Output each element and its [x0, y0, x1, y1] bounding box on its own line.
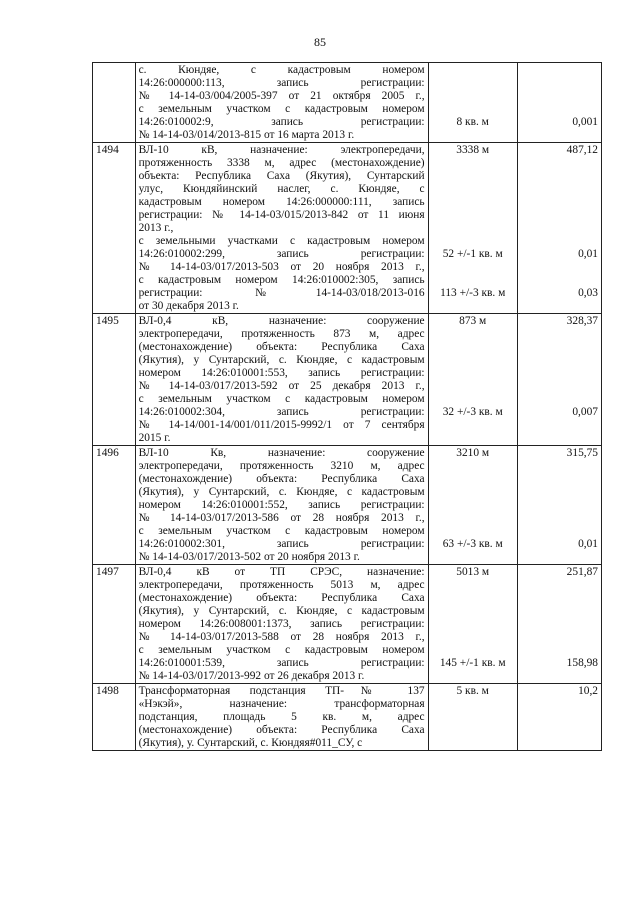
object-description — [135, 446, 428, 565]
description-line: № 14-14-03/017/2013-502 от 20 ноября 2013 г. — [138, 551, 360, 563]
description-line: электропередачи, протяженность 3210 м, адрес — [138, 460, 425, 472]
amount-value — [521, 711, 598, 724]
row-number: 1496 — [93, 446, 136, 565]
quantity-cell — [428, 446, 517, 565]
description-line: № 14-14-03/017/2013-992 от 26 декабря 2013 г. — [138, 670, 365, 682]
description-line: ВЛ-10 Кв, назначение: сооружение — [138, 447, 425, 459]
quantity-cell — [428, 314, 517, 446]
row-number — [93, 63, 136, 143]
amount-value — [521, 170, 598, 183]
amount-value — [521, 631, 598, 644]
quantity-value — [432, 605, 514, 618]
amount-value — [521, 644, 598, 657]
quantity-value — [432, 551, 514, 564]
table-row — [93, 143, 602, 314]
quantity-value — [432, 432, 514, 445]
description-line: 2013 г., — [138, 222, 174, 234]
row-number: 1498 — [93, 684, 136, 751]
description-line: (местонахождение) объекта: Республика Саха — [138, 724, 425, 736]
description-line: электропередачи, протяженность 5013 м, адрес — [138, 579, 425, 591]
description-line: № 14-14-03/017/2013-592 от 25 декабря 2013 г., — [138, 380, 425, 392]
amount-value — [521, 103, 598, 116]
quantity-value — [432, 460, 514, 473]
description-line: (Якутия), у Сунтарский, с. Кюндяе, с кадастровым — [138, 605, 425, 617]
quantity-value — [432, 419, 514, 432]
quantity-value — [432, 77, 514, 90]
amount-value — [521, 473, 598, 486]
amount-value — [521, 157, 598, 170]
description-line: 2015 г. — [138, 432, 171, 444]
quantity-value: 63 +/-3 кв. м — [442, 538, 503, 550]
quantity-value — [432, 737, 514, 750]
row-number: 1494 — [93, 143, 136, 314]
object-description — [135, 143, 428, 314]
amount-value — [521, 274, 598, 287]
amount-value — [521, 235, 598, 248]
amount-value — [521, 328, 598, 341]
description-line: ВЛ-10 кВ, назначение: электропередачи, — [138, 144, 425, 156]
quantity-value: 3338 м — [456, 144, 490, 156]
quantity-value — [432, 328, 514, 341]
quantity-value: 5013 м — [456, 566, 490, 578]
property-register-table — [92, 62, 602, 751]
description-line: «Нэкэй», назначение: трансформаторная — [138, 698, 425, 710]
amount-value — [521, 579, 598, 592]
row-number: 1497 — [93, 565, 136, 684]
description-line: с земельным участком с кадастровым номером — [138, 644, 425, 656]
description-line: с земельным участком с кадастровым номером — [138, 525, 425, 537]
amount-value — [521, 432, 598, 445]
amount-value: 0,03 — [578, 287, 598, 299]
table-row — [93, 314, 602, 446]
description-line: 14:26:010002:299, запись регистрации: — [138, 248, 425, 260]
quantity-value — [432, 274, 514, 287]
description-line: ВЛ-0,4 кВ от ТП СРЭС, назначение: — [138, 566, 425, 578]
quantity-value — [432, 341, 514, 354]
quantity-value — [432, 512, 514, 525]
amount-value: 487,12 — [566, 144, 598, 156]
amount-value: 0,01 — [578, 538, 598, 550]
quantity-value — [432, 724, 514, 737]
amount-value — [521, 499, 598, 512]
description-line: 14:26:000000:113, запись регистрации: — [138, 77, 425, 89]
description-line: № 14-14-03/004/2005-397 от 21 октября 2005 г., — [138, 90, 425, 102]
amount-value: 158,98 — [566, 657, 598, 669]
quantity-value: 145 +/-1 кв. м — [439, 657, 506, 669]
description-line: электропередачи, протяженность 873 м, адрес — [138, 328, 425, 340]
description-line: объекта: Республика Саха (Якутия), Сунтарский — [138, 170, 425, 182]
quantity-value: 32 +/-3 кв. м — [442, 406, 503, 418]
quantity-value — [432, 170, 514, 183]
quantity-value: 113 +/-3 кв. м — [440, 287, 506, 299]
description-line: № 14-14-03/017/2013-503 от 20 ноября 2013 г., — [138, 261, 425, 273]
amount-value — [521, 222, 598, 235]
quantity-value — [432, 261, 514, 274]
amount-value: 251,87 — [566, 566, 598, 578]
quantity-value — [432, 129, 514, 142]
quantity-cell — [428, 684, 517, 751]
description-line: улус, Кюндяйинский наслег, с. Кюндяе, с — [138, 183, 425, 195]
quantity-value — [432, 473, 514, 486]
amount-value — [521, 393, 598, 406]
quantity-value — [432, 196, 514, 209]
quantity-value — [432, 698, 514, 711]
amount-value — [521, 90, 598, 103]
amount-value — [521, 129, 598, 142]
description-line: 14:26:010002:301, запись регистрации: — [138, 538, 425, 550]
description-line: номером 14:26:008001:1373, запись регистрации: — [138, 618, 425, 630]
quantity-value — [432, 183, 514, 196]
quantity-value — [432, 670, 514, 683]
amount-value — [521, 724, 598, 737]
quantity-cell — [428, 143, 517, 314]
table-row — [93, 63, 602, 143]
amount-value — [521, 486, 598, 499]
amount-value: 315,75 — [566, 447, 598, 459]
description-line: (местонахождение) объекта: Республика Саха — [138, 341, 425, 353]
amount-value — [521, 605, 598, 618]
value-cell — [517, 314, 601, 446]
quantity-value — [432, 631, 514, 644]
value-cell — [517, 143, 601, 314]
amount-value — [521, 618, 598, 631]
amount-value: 10,2 — [578, 685, 598, 697]
description-line: номером 14:26:010001:552, запись регистрации: — [138, 499, 425, 511]
value-cell — [517, 684, 601, 751]
quantity-value — [432, 525, 514, 538]
amount-value — [521, 77, 598, 90]
quantity-value — [432, 90, 514, 103]
object-description — [135, 565, 428, 684]
amount-value: 328,37 — [566, 315, 598, 327]
amount-value — [521, 354, 598, 367]
amount-value — [521, 196, 598, 209]
object-description — [135, 63, 428, 143]
quantity-value — [432, 103, 514, 116]
description-line: ВЛ-0,4 кВ, назначение: сооружение — [138, 315, 425, 327]
quantity-value — [432, 592, 514, 605]
amount-value — [521, 670, 598, 683]
amount-value: 0,007 — [572, 406, 598, 418]
amount-value — [521, 341, 598, 354]
description-line: регистрации: № 14-14-03/015/2013-842 от 11 июня — [138, 209, 425, 221]
description-line: с земельными участками с кадастровым номером — [138, 235, 425, 247]
description-line: (местонахождение) объекта: Республика Саха — [138, 592, 425, 604]
description-line: № 14-14-03/017/2013-586 от 28 ноября 2013 г., — [138, 512, 425, 524]
quantity-value — [432, 235, 514, 248]
quantity-cell — [428, 63, 517, 143]
quantity-value: 52 +/-1 кв. м — [442, 248, 503, 260]
object-description — [135, 684, 428, 751]
amount-value: 0,001 — [572, 116, 598, 128]
amount-value — [521, 460, 598, 473]
amount-value — [521, 300, 598, 313]
amount-value — [521, 419, 598, 432]
quantity-value: 3210 м — [456, 447, 490, 459]
description-line: с кадастровым номером 14:26:010002:305, запись — [138, 274, 425, 286]
amount-value — [521, 380, 598, 393]
quantity-value — [432, 499, 514, 512]
amount-value — [521, 737, 598, 750]
quantity-value — [432, 644, 514, 657]
value-cell — [517, 63, 601, 143]
quantity-value — [432, 367, 514, 380]
table-row — [93, 565, 602, 684]
quantity-value — [432, 157, 514, 170]
description-line: № 14-14-03/014/2013-815 от 16 марта 2013 г. — [138, 129, 355, 141]
amount-value — [521, 592, 598, 605]
amount-value: 0,01 — [578, 248, 598, 260]
amount-value — [521, 64, 598, 77]
row-number: 1495 — [93, 314, 136, 446]
value-cell — [517, 565, 601, 684]
amount-value — [521, 183, 598, 196]
description-line: № 14-14-03/017/2013-588 от 28 ноября 2013 г., — [138, 631, 425, 643]
description-line: (Якутия), у Сунтарский, с. Кюндяе, с кадастровым — [138, 486, 425, 498]
description-line: с земельным участком с кадастровым номером — [138, 393, 425, 405]
page-number: 85 — [314, 35, 326, 49]
description-line: с. Кюндяе, с кадастровым номером — [138, 64, 425, 76]
description-line: протяженность 3338 м, адрес (местонахождение) — [138, 157, 425, 169]
table-row — [93, 684, 602, 751]
amount-value — [521, 209, 598, 222]
quantity-value — [432, 300, 514, 313]
table-row — [93, 446, 602, 565]
quantity-value: 5 кв. м — [456, 685, 489, 697]
quantity-value — [432, 354, 514, 367]
quantity-value: 8 кв. м — [456, 116, 489, 128]
description-line: (Якутия), у. Сунтарский, с. Кюндяя#011_СУ, с — [138, 737, 363, 749]
amount-value — [521, 551, 598, 564]
description-line: (местонахождение) объекта: Республика Саха — [138, 473, 425, 485]
object-description — [135, 314, 428, 446]
description-line: 14:26:010001:539, запись регистрации: — [138, 657, 425, 669]
amount-value — [521, 261, 598, 274]
description-line: Трансформаторная подстанция ТП-№ 137 — [138, 685, 425, 697]
description-line: № 14-14/001-14/001/011/2015-9992/1 от 7 сентября — [138, 419, 425, 431]
description-line: регистрации: №14-14-03/018/2013-016 — [138, 287, 425, 299]
quantity-value — [432, 380, 514, 393]
quantity-value — [432, 64, 514, 77]
quantity-value — [432, 486, 514, 499]
quantity-value — [432, 618, 514, 631]
value-cell — [517, 446, 601, 565]
description-line: кадастровым номером 14:26:000000:111, запись — [138, 196, 425, 208]
quantity-value — [432, 579, 514, 592]
amount-value — [521, 512, 598, 525]
description-line: номером 14:26:010001:553, запись регистрации: — [138, 367, 425, 379]
description-line: с земельным участком с кадастровым номером — [138, 103, 425, 115]
description-line: 14:26:010002:9, запись регистрации: — [138, 116, 425, 128]
amount-value — [521, 525, 598, 538]
quantity-cell — [428, 565, 517, 684]
description-line: (Якутия), у Сунтарский, с. Кюндяе, с кадастровым — [138, 354, 425, 366]
amount-value — [521, 698, 598, 711]
description-line: подстанция, площадь 5 кв. м, адрес — [138, 711, 425, 723]
quantity-value: 873 м — [459, 315, 487, 327]
amount-value — [521, 367, 598, 380]
quantity-value — [432, 222, 514, 235]
description-line: 14:26:010002:304, запись регистрации: — [138, 406, 425, 418]
quantity-value — [432, 209, 514, 222]
quantity-value — [432, 393, 514, 406]
quantity-value — [432, 711, 514, 724]
description-line: от 30 декабря 2013 г. — [138, 300, 239, 312]
